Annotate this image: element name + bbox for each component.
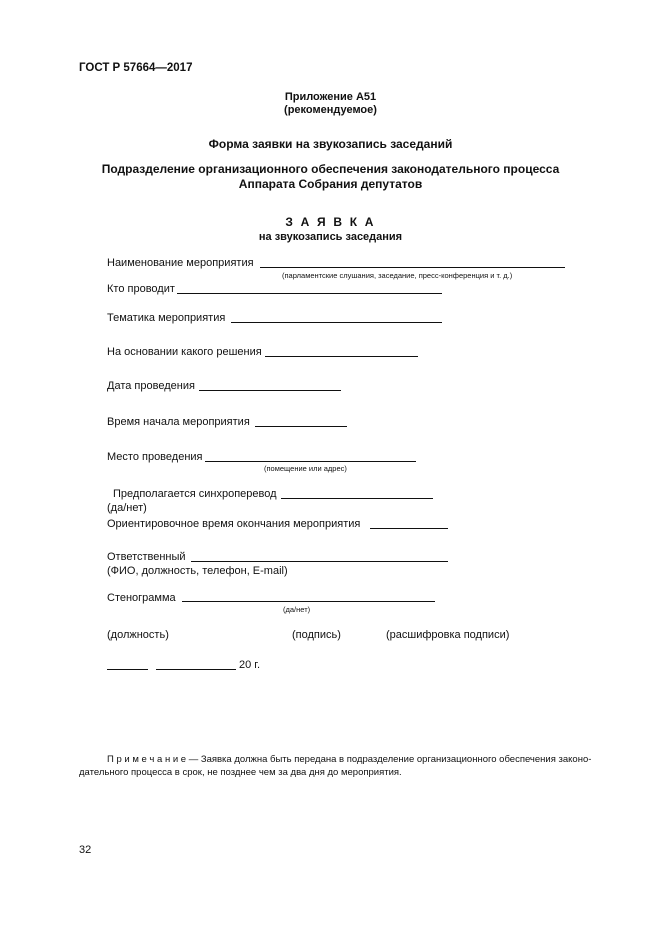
position-caption: (должность) <box>107 629 169 641</box>
event-name-line[interactable] <box>260 267 565 268</box>
venue-line[interactable] <box>205 461 416 462</box>
date-label: Дата проведения <box>107 380 195 392</box>
note-text-2: дательного процесса в срок, не позднее чем за два дня до мероприятия. <box>79 767 402 778</box>
application-title: З А Я В К А <box>285 215 376 229</box>
start-time-label: Время начала мероприятия <box>107 416 250 428</box>
page-number: 32 <box>79 844 92 856</box>
note-text-1: — Заявка должна быть передана в подразделение организационного обеспечения законо- <box>186 754 592 765</box>
end-time-line[interactable] <box>370 528 448 529</box>
transcript-line[interactable] <box>182 601 435 602</box>
event-name-hint: (парламентские слушания, заседание, пресс-конференция и т. д.) <box>282 271 513 280</box>
end-time-label: Ориентировочное время окончания мероприятия <box>107 518 361 530</box>
year-suffix: 20 г. <box>239 659 261 671</box>
note-line-1 <box>107 754 591 765</box>
topic-label: Тематика мероприятия <box>107 312 226 324</box>
venue-hint: (помещение или адрес) <box>264 464 347 473</box>
start-time-line[interactable] <box>255 426 347 427</box>
event-name-label: Наименование мероприятия <box>107 257 254 269</box>
date-line[interactable] <box>199 390 341 391</box>
signature-caption: (подпись) <box>292 629 341 641</box>
department-line-1: Подразделение организационного обеспечения законодательного процесса <box>101 162 560 176</box>
organizer-line[interactable] <box>177 293 442 294</box>
responsible-label: Ответственный <box>107 551 186 563</box>
interpretation-line[interactable] <box>281 498 433 499</box>
transcript-hint: (да/нет) <box>283 605 311 614</box>
organizer-label: Кто проводит <box>107 283 175 295</box>
note-label: П р и м е ч а н и е <box>107 754 187 765</box>
responsible-hint: (ФИО, должность, телефон, E-mail) <box>107 565 288 577</box>
department-line-2: Аппарата Собрания депутатов <box>238 177 423 191</box>
form-title: Форма заявки на звукозапись заседаний <box>208 137 453 151</box>
transcript-label: Стенограмма <box>107 592 176 604</box>
interpretation-hint: (да/нет) <box>107 502 147 514</box>
appendix-title: Приложение А51 <box>284 91 377 103</box>
topic-line[interactable] <box>231 322 442 323</box>
decoding-caption: (расшифровка подписи) <box>386 629 510 641</box>
responsible-line[interactable] <box>191 561 448 562</box>
interpretation-label: Предполагается синхроперевод <box>113 488 277 500</box>
application-subtitle: на звукозапись заседания <box>258 231 403 243</box>
basis-line[interactable] <box>265 356 418 357</box>
month-line[interactable] <box>156 669 236 670</box>
venue-label: Место проведения <box>107 451 203 463</box>
day-line[interactable] <box>107 669 148 670</box>
appendix-subtitle: (рекомендуемое) <box>284 104 377 116</box>
basis-label: На основании какого решения <box>107 346 262 358</box>
standard-code: ГОСТ Р 57664—2017 <box>79 62 193 74</box>
